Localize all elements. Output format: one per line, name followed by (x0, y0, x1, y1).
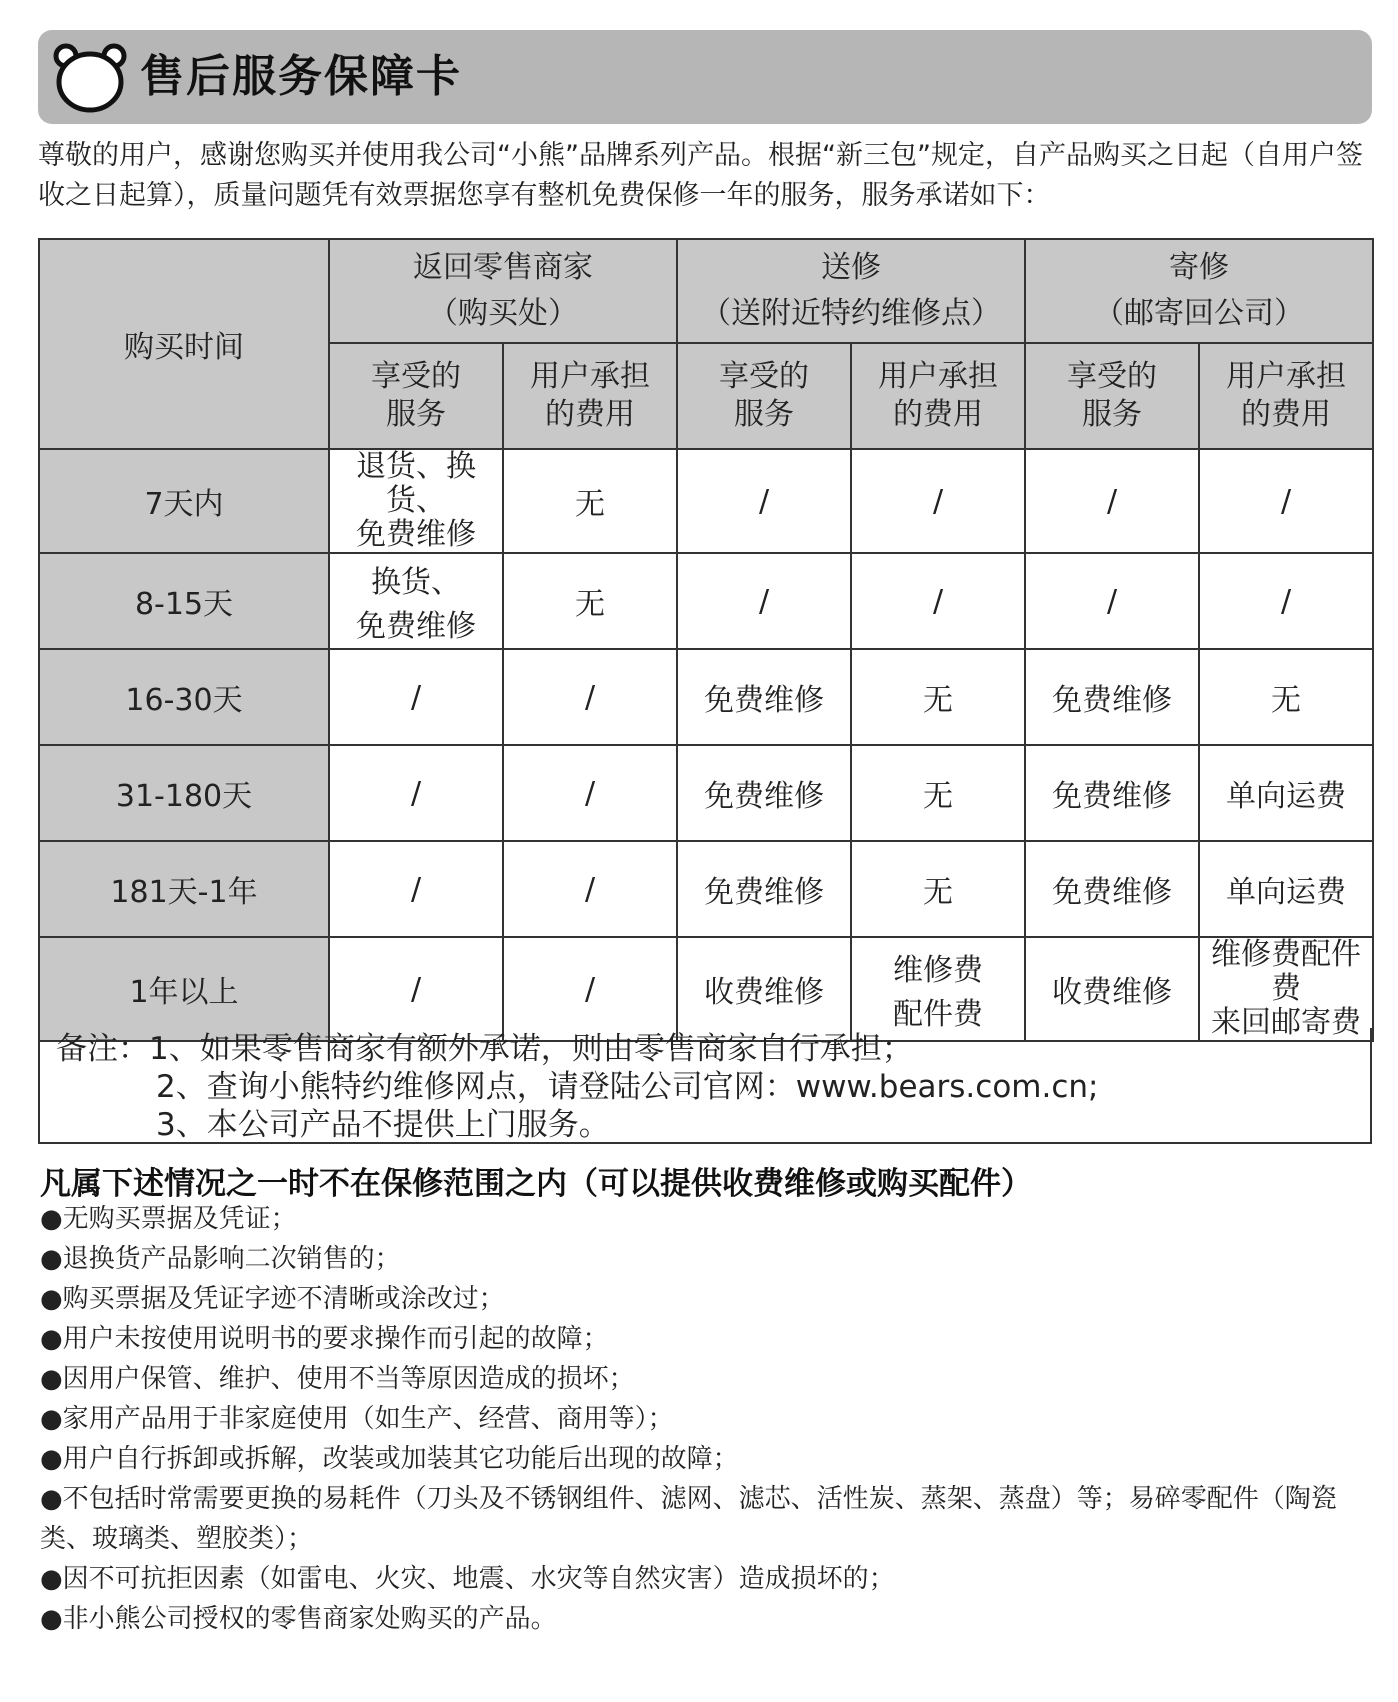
sub-header-service: 享受的 服务 (1025, 343, 1199, 449)
table-cell: / (503, 649, 677, 745)
period-cell: 31-180天 (39, 745, 329, 841)
table-cell: 免费维修 (677, 745, 851, 841)
table-cell: / (329, 745, 503, 841)
intro-text: 尊敬的用户，感谢您购买并使用我公司“小熊”品牌系列产品。根据“新三包”规定，自产品购买之日起（自用户签收之日起算），质量问题凭有效票据您享有整机免费保修一年的服务，服务承诺如下： (38, 140, 1363, 211)
period-cell: 1年以上 (39, 937, 329, 1041)
exclusion-item: ●因用户保管、维护、使用不当等原因造成的损坏； (40, 1364, 635, 1394)
table-cell: 免费维修 (1025, 745, 1199, 841)
table-row (39, 649, 1373, 745)
period-header: 购买时间 (39, 239, 329, 449)
table-cell: 收费维修 (677, 937, 851, 1041)
page-title: 售后服务保障卡 (140, 51, 462, 102)
table-cell: / (677, 449, 851, 553)
exclusion-item: ●非小熊公司授权的零售商家处购买的产品。 (40, 1604, 557, 1634)
table-cell: / (677, 553, 851, 649)
table-cell: / (1199, 553, 1373, 649)
note-line: 备注：1、如果零售商家有额外承诺，则由零售商家自行承担； (56, 1031, 913, 1067)
table-cell: 无 (503, 553, 677, 649)
table-cell: / (1025, 449, 1199, 553)
table-cell: / (851, 553, 1025, 649)
table-cell: 收费维修 (1025, 937, 1199, 1041)
table-cell: 免费维修 (677, 841, 851, 937)
table-cell: / (503, 841, 677, 937)
sub-header-cost: 用户承担 的费用 (503, 343, 677, 449)
sub-header-service: 享受的 服务 (329, 343, 503, 449)
exclusion-item: ●用户未按使用说明书的要求操作而引起的故障； (40, 1324, 609, 1354)
table-cell: 无 (851, 745, 1025, 841)
table-cell: 无 (851, 841, 1025, 937)
exclusion-item: ●退换货产品影响二次销售的； (40, 1244, 401, 1274)
exclusion-item: ●家用产品用于非家庭使用（如生产、经营、商用等）； (40, 1404, 674, 1434)
table-cell: / (503, 745, 677, 841)
table-cell: 维修费配件费 来回邮寄费 (1199, 937, 1373, 1041)
group-header-mail-in: 寄修 （邮寄回公司） (1025, 239, 1373, 343)
table-row (39, 841, 1373, 937)
table-cell: / (1025, 553, 1199, 649)
table-cell: 换货、 免费维修 (329, 553, 503, 649)
note-line: 2、查询小熊特约维修网点，请登陆公司官网：www.bears.com.cn; (156, 1069, 1099, 1105)
exclusions-list (40, 1199, 1380, 1639)
table-cell: / (329, 937, 503, 1041)
table-cell: 退货、换货、 免费维修 (329, 449, 503, 553)
table-cell: 单向运费 (1199, 745, 1373, 841)
table-cell: 无 (851, 649, 1025, 745)
period-cell: 8-15天 (39, 553, 329, 649)
exclusion-item: ●无购买票据及凭证； (40, 1204, 297, 1234)
exclusion-item: ●不包括时常需要更换的易耗件（刀头及不锈钢组件、滤网、滤芯、活性炭、蒸架、蒸盘）等；易碎零配件（陶瓷类、玻璃类、塑胶类）； (40, 1484, 1337, 1554)
warranty-table (38, 238, 1374, 1042)
table-cell: 免费维修 (1025, 649, 1199, 745)
period-cell: 16-30天 (39, 649, 329, 745)
exclusion-item: ●因不可抗拒因素（如雷电、火灾、地震、水灾等自然灾害）造成损坏的； (40, 1564, 895, 1594)
table-cell: 无 (1199, 649, 1373, 745)
period-cell: 181天-1年 (39, 841, 329, 937)
table-cell: 无 (503, 449, 677, 553)
header-bar (38, 30, 1372, 124)
table-cell: 维修费 配件费 (851, 937, 1025, 1041)
exclusions-title: 凡属下述情况之一时不在保修范围之内（可以提供收费维修或购买配件） (40, 1166, 1032, 1202)
group-header-service-point: 送修 （送附近特约维修点） (677, 239, 1025, 343)
bear-icon (52, 42, 128, 114)
period-cell: 7天内 (39, 449, 329, 553)
table-cell: 免费维修 (677, 649, 851, 745)
group-header-retailer: 返回零售商家 （购买处） (329, 239, 677, 343)
sub-header-service: 享受的 服务 (677, 343, 851, 449)
sub-header-cost: 用户承担 的费用 (851, 343, 1025, 449)
table-row (39, 937, 1373, 1041)
table-cell: 单向运费 (1199, 841, 1373, 937)
exclusion-item: ●购买票据及凭证字迹不清晰或涂改过； (40, 1284, 505, 1314)
exclusion-item: ●用户自行拆卸或拆解，改装或加装其它功能后出现的故障； (40, 1444, 739, 1474)
table-row (39, 449, 1373, 553)
sub-header-cost: 用户承担 的费用 (1199, 343, 1373, 449)
table-row (39, 745, 1373, 841)
table-cell: / (503, 937, 677, 1041)
table-cell: / (329, 649, 503, 745)
table-cell: / (1199, 449, 1373, 553)
table-cell: / (329, 841, 503, 937)
notes-box (38, 1028, 1372, 1144)
table-cell: 免费维修 (1025, 841, 1199, 937)
table-cell: / (851, 449, 1025, 553)
note-line: 3、本公司产品不提供上门服务。 (156, 1107, 610, 1143)
table-row (39, 553, 1373, 649)
